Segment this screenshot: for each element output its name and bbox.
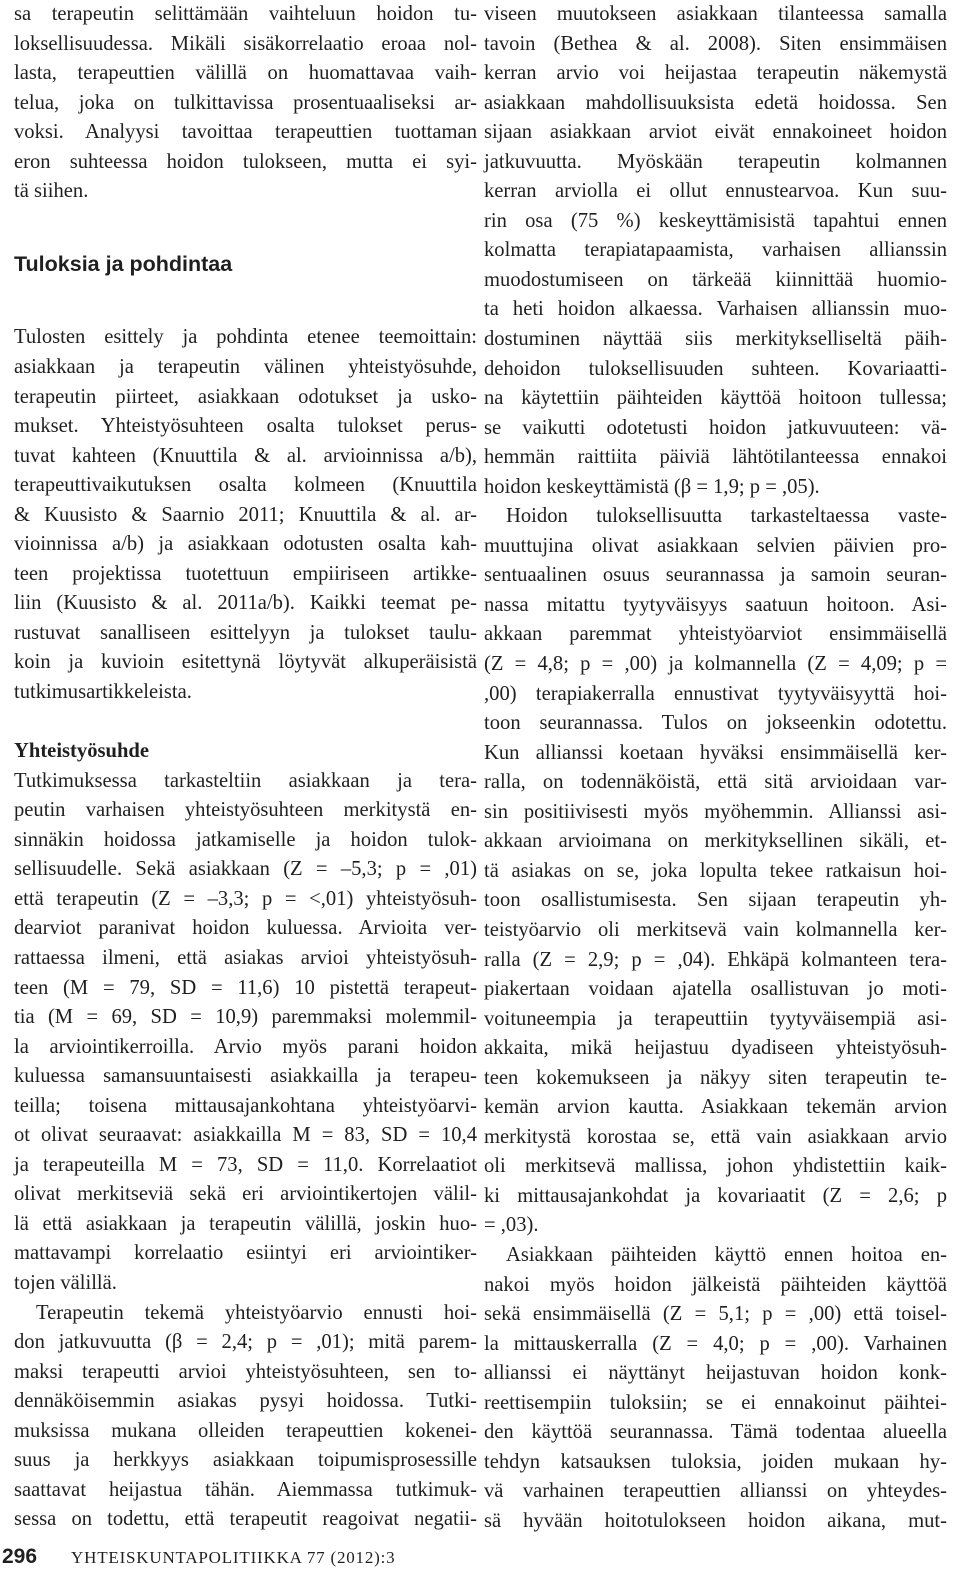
- paragraph-1: [484, 0, 947, 502]
- text-line: sinnäkin hoidossa jatkamiselle ja hoidon tulok-: [14, 828, 477, 851]
- intro-paragraph: [14, 0, 477, 207]
- section-heading: Tuloksia ja pohdintaa: [14, 252, 233, 277]
- text-line: ot olivat seuraavat: asiakkailla M = 83, SD = 10,4: [14, 1124, 477, 1147]
- text-line: kemän arvion kautta. Asiakkaan tekemän arvion: [484, 1096, 947, 1119]
- text-line: voituneempia ja terapeuttiin tyytyväisempiä asi-: [484, 1007, 947, 1030]
- text-line: maksi terapeutti arvioi yhteistyösuhteen, sen to-: [14, 1360, 477, 1383]
- journal-name: YHTEISKUNTAPOLITIIKKA 77 (2012):3: [71, 1548, 396, 1567]
- text-line: ja terapeuteilla M = 73, SD = 11,0. Korrelaatiot: [14, 1153, 477, 1176]
- text-line: dostuminen näyttää siis merkitykselliseltä päih-: [484, 328, 947, 351]
- text-line: että terapeutin (Z = –3,3; p = <,01) yhteistyösuh-: [14, 887, 477, 910]
- text-line: toon osallistumisesta. Sen sijaan terapeutin yh-: [484, 889, 947, 912]
- text-line: tuvat kahteen (Knuuttila & al. arvioinnissa a/b),: [14, 444, 477, 467]
- text-line: teen kokemukseen ja näkyy siten terapeutin te-: [484, 1066, 947, 1089]
- text-line: tutkimusartikkeleista.: [14, 681, 192, 704]
- text-line: lä että asiakkaan ja terapeutin välillä, joskin huo-: [14, 1212, 477, 1235]
- spacer: [14, 207, 477, 237]
- text-line: toon seurannassa. Tulos on jokseenkin odotettu.: [484, 712, 947, 735]
- text-line: tojen välillä.: [14, 1271, 117, 1294]
- text-line: dennäköisemmin asiakas pysyi hoidossa. Tutki-: [14, 1390, 477, 1413]
- text-line: se vaikutti odotetusti hoidon jatkuvuuteen: vä-: [484, 416, 947, 439]
- text-line: asiakkaan ja terapeutin välinen yhteistyösuhde,: [14, 356, 477, 379]
- text-line: Asiakkaan päihteiden käyttö ennen hoitoa en-: [506, 1243, 947, 1266]
- text-line: ki mittausajankohdat ja kovariaatit (Z = 2,6; p: [484, 1184, 947, 1207]
- text-line: kerran arviolla ei ollut ennustearvoa. Kun suu-: [484, 180, 947, 203]
- text-line: Tulosten esittely ja pohdinta etenee teemoittain:: [14, 326, 477, 349]
- text-line: ralla, on todennäköistä, että sitä arvioidaan var-: [484, 771, 947, 794]
- text-line: la mittauskerralla (Z = 4,0; p = ,00). Varhainen: [484, 1332, 947, 1355]
- left-column: [14, 0, 477, 1535]
- text-line: asiakkaan mahdollisuuksista edetä hoidossa. Sen: [484, 91, 947, 114]
- text-line: teistyöarvio oli merkitsevä vain kolmannella ker-: [484, 918, 947, 941]
- text-line: vä varhainen terapeuttien allianssi on yhteydes-: [484, 1480, 947, 1503]
- text-line: liin (Kuusisto & al. 2011a/b). Kaikki teemat pe-: [14, 592, 477, 615]
- text-line: koin ja kuvioin esitettynä löytyvät alkuperäisistä: [14, 651, 477, 674]
- text-line: tavoin (Bethea & al. 2008). Siten ensimmäisen: [484, 32, 947, 55]
- text-line: hemmän raittiita päiviä lähtötilanteessa ennakoi: [484, 446, 947, 469]
- text-line: terapeutin piirteet, asiakkaan odotukset ja usko-: [14, 385, 477, 408]
- text-line: sellisuudelle. Sekä asiakkaan (Z = –5,3; p = ,01): [14, 858, 477, 881]
- text-line: tä asiakas on se, joka lopulta tekee ratkaisun hoi-: [484, 859, 947, 882]
- text-line: Terapeutin tekemä yhteistyöarvio ennusti hoi-: [36, 1301, 477, 1324]
- text-line: olivat merkitseviä sekä eri arviointikertojen välil-: [14, 1183, 477, 1206]
- text-line: nassa mitattu tyytyväisyys saatuun hoitoon. Asi-: [484, 593, 947, 616]
- page-footer: [2, 1545, 602, 1575]
- text-line: terapeuttivaikutuksen osalta kolmeen (Knuuttila: [14, 474, 477, 497]
- text-line: ta heti hoidon alkaessa. Varhaisen allianssin muo-: [484, 298, 947, 321]
- text-line: piakertaan voidaan ajatella osallistuvan jo moti-: [484, 978, 947, 1001]
- text-line: kolmatta terapiatapaamista, varhaisen allianssin: [484, 239, 947, 262]
- text-line: muodostumiseen on tärkeää kiinnittää huomio-: [484, 268, 947, 291]
- right-column: [484, 0, 947, 1536]
- text-line: allianssi ei näyttänyt heijastuvan hoidon konk-: [484, 1362, 947, 1385]
- text-line: loksellisuudessa. Mikäli sisäkorrelaatio eroaa nol-: [14, 32, 477, 55]
- spacer: [14, 708, 477, 738]
- text-line: tä siihen.: [14, 180, 89, 203]
- text-line: akkaan arvioimana on merkityksellinen sikäli, et-: [484, 830, 947, 853]
- text-line: ralla (Z = 2,9; p = ,04). Ehkäpä kolmanteen tera-: [484, 948, 947, 971]
- text-line: sä hyvään hoitotulokseen hoidon aikana, mut-: [484, 1509, 947, 1532]
- text-line: akkaita, mikä heijastuu dyadiseen yhteistyösuh-: [484, 1037, 947, 1060]
- text-line: don jatkuvuutta (β = 2,4; p = ,01); mitä parem-: [14, 1331, 477, 1354]
- text-line: voksi. Analyysi tavoittaa terapeuttien tuottaman: [14, 121, 477, 144]
- text-line: den käyttöä seurannassa. Tämä todentaa alueella: [484, 1421, 947, 1444]
- paragraph-3: [484, 1241, 947, 1536]
- text-line: Kun allianssi koetaan hyväksi ensimmäisellä ker-: [484, 741, 947, 764]
- paragraph-2: [484, 502, 947, 1241]
- text-line: eron suhteessa hoidon tulokseen, mutta ei syi-: [14, 150, 477, 173]
- text-line: viseen muutokseen asiakkaan tilanteessa samalla: [484, 3, 947, 25]
- text-line: = ,03).: [484, 1214, 539, 1237]
- subsection-heading: Yhteistyösuhde: [14, 740, 150, 763]
- text-line: peutin varhaisen yhteistyösuhteen merkitystä en-: [14, 799, 477, 822]
- section-paragraph: [14, 323, 477, 707]
- text-line: tia (M = 69, SD = 10,9) paremmaksi molemmil-: [14, 1006, 477, 1029]
- page-number: 296: [2, 1545, 38, 1568]
- text-line: reettisempiin tuloksiin; se ei ennakoinut päihtei-: [484, 1391, 947, 1414]
- text-line: akkaan paremmat yhteistyöarviot ensimmäisellä: [484, 623, 947, 646]
- text-line: teen (M = 79, SD = 11,6) 10 pistettä terapeut-: [14, 976, 477, 999]
- text-line: rustuvat sanalliseen esittelyyn ja tulokset taulu-: [14, 621, 477, 644]
- text-line: vioinnissa a/b) ja asiakkaan odotusten osalta kah-: [14, 533, 477, 556]
- text-line: sekä ensimmäisellä (Z = 5,1; p = ,00) että toisel-: [484, 1303, 947, 1326]
- spacer: [14, 236, 477, 250]
- text-line: lasta, terapeuttien välillä on huomattavaa vaih-: [14, 62, 477, 85]
- text-line: na käytettiin päihteiden käyttöä hoitoon tullessa;: [484, 387, 947, 410]
- text-line: mukset. Yhteistyösuhteen osalta tulokset perus-: [14, 415, 477, 438]
- text-line: sentuaalinen osuus seurannassa ja samoin seuran-: [484, 564, 947, 587]
- text-line: mattavampi korrelaatio esiintyi eri arviointiker-: [14, 1242, 477, 1265]
- text-line: hoidon keskeyttämistä (β = 1,9; p = ,05).: [484, 475, 820, 498]
- text-line: nakoi myös hoidon jälkeistä päihteiden käyttöä: [484, 1273, 947, 1296]
- text-line: jatkuvuutta. Myöskään terapeutin kolmannen: [484, 150, 947, 173]
- text-line: ,00) terapiakerralla ennustivat tyytyväisyyttä hoi-: [484, 682, 947, 705]
- text-line: teen projektissa tuotettuun empiiriseen artikke-: [14, 562, 477, 585]
- spacer: [14, 280, 477, 310]
- text-line: dehoidon tuloksellisuuden suhteen. Kovariaatti-: [484, 357, 947, 380]
- text-line: (Z = 4,8; p = ,00) ja kolmannella (Z = 4,09; p =: [484, 653, 947, 676]
- text-line: dearviot paranivat hoidon kuluessa. Arvioita ver-: [14, 917, 477, 940]
- text-line: suus ja herkkyys asiakkaan toipumisprosessille: [14, 1449, 477, 1472]
- text-line: sa terapeutin selittämään vaihteluun hoidon tu-: [14, 3, 477, 25]
- spacer: [14, 309, 477, 323]
- subsection-paragraph-1: [14, 767, 477, 1299]
- text-line: Tutkimuksessa tarkasteltiin asiakkaan ja tera-: [14, 769, 477, 792]
- text-line: & Kuusisto & Saarnio 2011; Knuuttila & al. ar-: [14, 503, 477, 526]
- text-line: teilla; toisena mittausajankohtana yhteistyöarvi-: [14, 1094, 477, 1117]
- text-line: saattavat heijastua tähän. Aiemmassa tutkimuk-: [14, 1478, 477, 1501]
- text-line: muksissa mukana olleiden terapeuttien kokenei-: [14, 1419, 477, 1442]
- text-line: oli merkitsevä mallissa, johon yhdistettiin kaik-: [484, 1155, 947, 1178]
- text-line: rin osa (75 %) keskeyttämisistä tapahtui ennen: [484, 209, 947, 232]
- text-line: merkitystä korostaa se, että vain asiakkaan arvio: [484, 1125, 947, 1148]
- text-line: telua, joka on tulkittavissa prosentuaaliseksi ar-: [14, 91, 477, 114]
- text-line: kerran arvio voi heijastaa terapeutin näkemystä: [484, 62, 947, 85]
- text-line: la arviointikerroilla. Arvio myös parani hoidon: [14, 1035, 477, 1058]
- text-line: sijaan asiakkaan arviot eivät ennakoineet hoidon: [484, 121, 947, 144]
- text-line: Hoidon tuloksellisuutta tarkasteltaessa vaste-: [506, 505, 947, 528]
- subsection-paragraph-2: [14, 1299, 477, 1535]
- text-line: rattaessa ilmeni, että asiakas arvioi yhteistyösuh-: [14, 946, 477, 969]
- text-line: sin positiivisesti myös myöhemmin. Allianssi asi-: [484, 800, 947, 823]
- text-line: kuluessa samansuuntaisesti asiakkailla ja terapeu-: [14, 1065, 477, 1088]
- text-line: tehdyn katsauksen tuloksia, joiden mukaan hy-: [484, 1450, 947, 1473]
- text-line: muuttujina olivat asiakkaan selvien päivien pro-: [484, 534, 947, 557]
- text-line: sessa on todettu, että terapeutit reagoivat negatii-: [14, 1508, 477, 1531]
